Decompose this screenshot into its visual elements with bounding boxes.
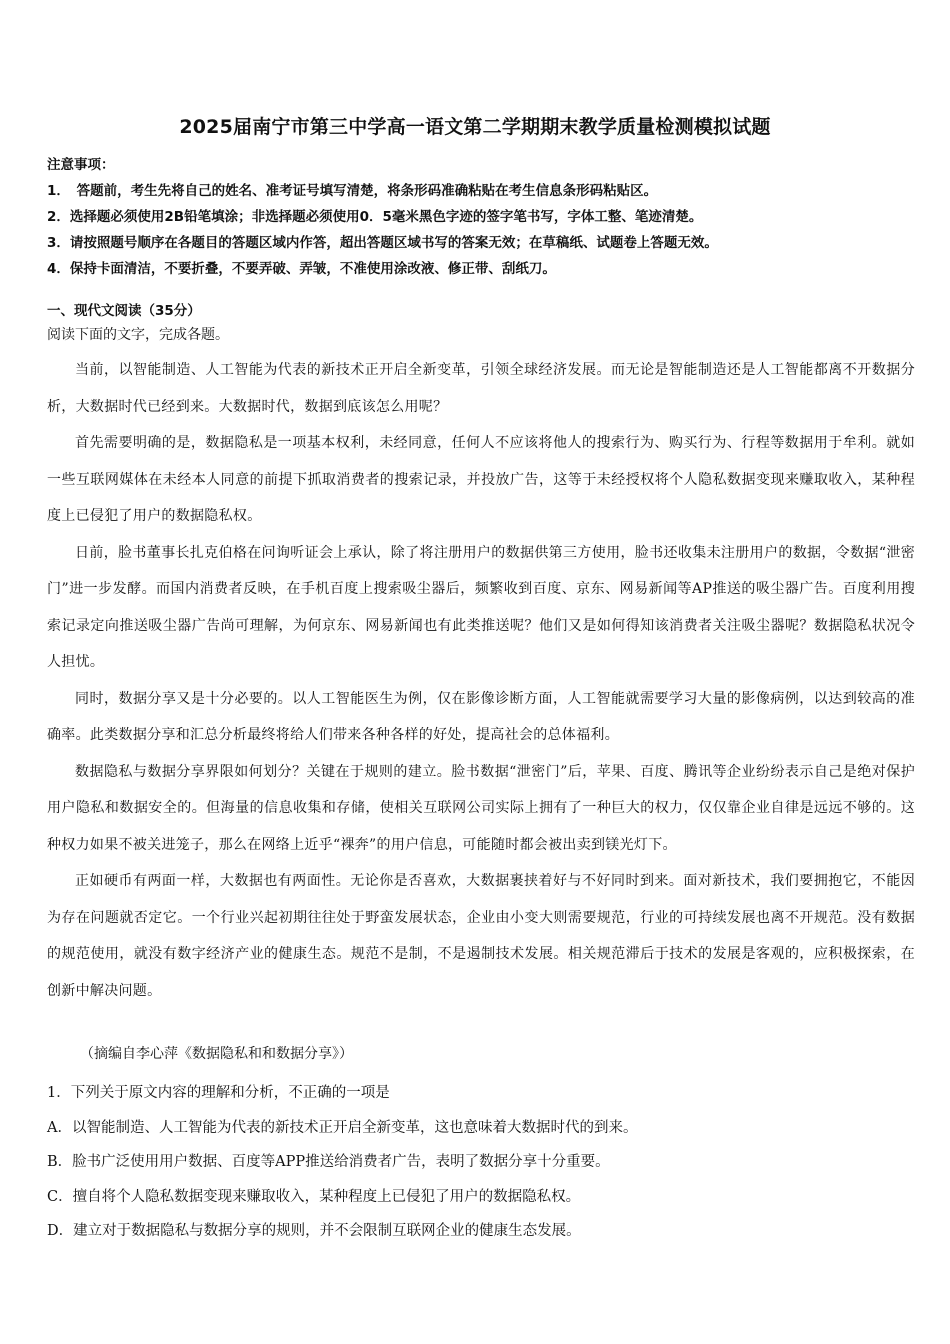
notice-item: 3．请按照题号顺序在各题目的答题区域内作答，超出答题区域书写的答案无效；在草稿纸、试题卷上答题无效。 bbox=[47, 235, 718, 251]
question-1 bbox=[47, 1076, 917, 1249]
question-stem: 1．下列关于原文内容的理解和分析，不正确的一项是 bbox=[47, 1085, 390, 1101]
option-d: D．建立对于数据隐私与数据分享的规则，并不会限制互联网企业的健康生态发展。 bbox=[47, 1223, 581, 1239]
option-c: C．擅自将个人隐私数据变现来赚取收入，某种程度上已侵犯了用户的数据隐私权。 bbox=[47, 1188, 581, 1205]
notice-block bbox=[47, 152, 917, 282]
passage-paragraph: 数据隐私与数据分享界限如何划分？关键在于规则的建立。脸书数据“泄密门”后，苹果、百度、腾讯等企业纷纷表示自己是绝对保护用户隐私和数据安全的。但海量的信息收集和存储，使相关互联网公司实际上拥有了一种巨大的权力，仅仅靠企业自律是远远不够的。这种权力如果不被关进笼子，那么在网络上近乎“裸奔”的用户信息，可能随时都会被出卖到镁光灯下。 bbox=[47, 763, 915, 853]
passage-source: （摘编自李心萍《数据隐私和和数据分享》） bbox=[80, 1046, 353, 1062]
notice-heading: 注意事项： bbox=[47, 157, 115, 173]
reading-passage bbox=[47, 352, 915, 1009]
passage-paragraph: 同时，数据分享又是十分必要的。以人工智能医生为例，仅在影像诊断方面，人工智能就需要学习大量的影像病例，以达到较高的准确率。此类数据分享和汇总分析最终将给人们带来各种各样的好处，提高社会的总体福利。 bbox=[47, 690, 915, 743]
section-heading: 一、现代文阅读（35分） bbox=[47, 303, 201, 319]
notice-item: 2．选择题必须使用2B铅笔填涂；非选择题必须使用0．5毫米黑色字迹的签字笔书写，字体工整、笔迹清楚。 bbox=[47, 209, 703, 225]
option-a: A．以智能制造、人工智能为代表的新技术正开启全新变革，这也意味着大数据时代的到来。 bbox=[47, 1119, 638, 1136]
section-instruction: 阅读下面的文字，完成各题。 bbox=[47, 327, 229, 343]
page-title: 2025届南宁市第三中学高一语文第二学期期末教学质量检测模拟试题 bbox=[179, 116, 771, 138]
passage-paragraph: 日前，脸书董事长扎克伯格在问询听证会上承认，除了将注册用户的数据供第三方使用，脸书还收集未注册用户的数据，令数据“泄密门”进一步发酵。而国内消费者反映，在手机百度上搜索吸尘器后，频繁收到百度、京东、网易新闻等AP推送的吸尘器广告。百度利用搜索记录定向推送吸尘器广告尚可理解，为何京东、网易新闻也有此类推送呢？他们又是如何得知该消费者关注吸尘器呢？数据隐私状况令人担忧。 bbox=[47, 544, 915, 670]
notice-item: 1． 答题前，考生先将自己的姓名、准考证号填写清楚，将条形码准确粘贴在考生信息条形码粘贴区。 bbox=[47, 183, 658, 199]
passage-paragraph: 当前，以智能制造、人工智能为代表的新技术正开启全新变革，引领全球经济发展。而无论是智能制造还是人工智能都离不开数据分析，大数据时代已经到来。大数据时代，数据到底该怎么用呢？ bbox=[47, 362, 915, 415]
passage-paragraph: 正如硬币有两面一样，大数据也有两面性。无论你是否喜欢，大数据裹挟着好与不好同时到来。面对新技术，我们要拥抱它，不能因为存在问题就否定它。一个行业兴起初期往往处于野蛮发展状态，企业由小变大则需要规范，行业的可持续发展也离不开规范。没有数据的规范使用，就没有数字经济产业的健康生态。规范不是制，不是遏制技术发展。相关规范滞后于技术的发展是客观的，应积极探索，在创新中解决问题。 bbox=[47, 873, 915, 999]
passage-paragraph: 首先需要明确的是，数据隐私是一项基本权利，未经同意，任何人不应该将他人的搜索行为、购买行为、行程等数据用于牟利。就如一些互联网媒体在未经本人同意的前提下抓取消费者的搜索记录，并投放广告，这等于未经授权将个人隐私数据变现来赚取收入，某种程度上已侵犯了用户的数据隐私权。 bbox=[47, 435, 915, 524]
notice-item: 4．保持卡面清洁，不要折叠，不要弄破、弄皱，不准使用涂改液、修正带、刮纸刀。 bbox=[47, 261, 556, 277]
option-b: B．脸书广泛使用用户数据、百度等APP推送给消费者广告，表明了数据分享十分重要。 bbox=[47, 1154, 610, 1170]
